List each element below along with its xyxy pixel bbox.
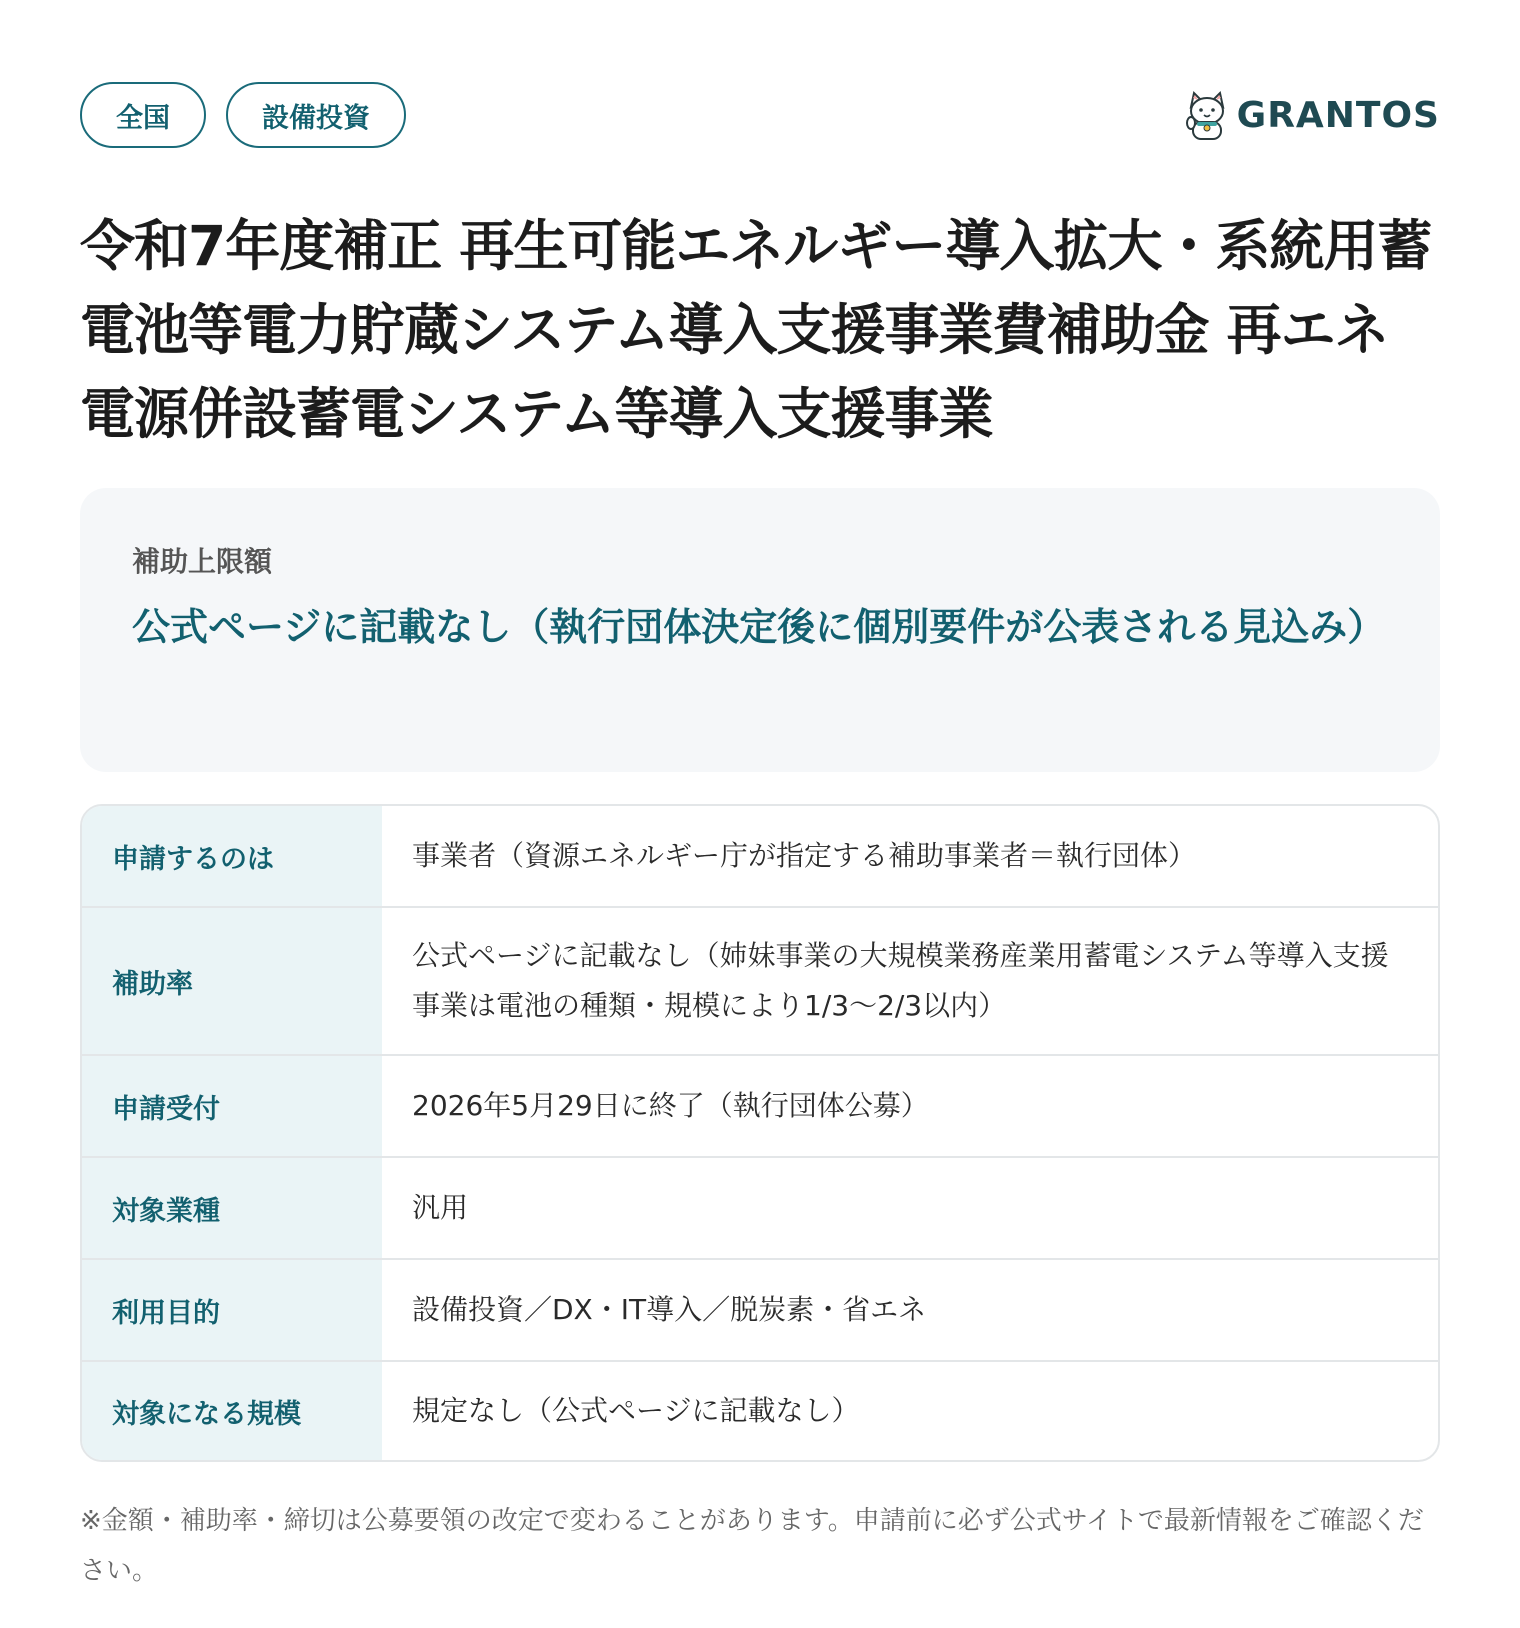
table-row (82, 1156, 1438, 1258)
header (80, 80, 1440, 150)
table-row (82, 1258, 1438, 1360)
logo-text: GRANTOS (1236, 94, 1440, 136)
row-label: 対象業種 (82, 1158, 382, 1258)
logo (1185, 89, 1440, 141)
row-value: 汎用 (412, 1191, 469, 1224)
row-label: 対象になる規模 (82, 1362, 382, 1460)
row-value: 設備投資／DX・IT導入／脱炭素・省エネ (412, 1293, 927, 1326)
table-row (82, 1054, 1438, 1156)
table-row (82, 1360, 1438, 1460)
table-row (82, 906, 1438, 1054)
tag-list (80, 82, 406, 148)
row-value: 規定なし（公式ページに記載なし） (412, 1394, 860, 1427)
max-amount-card (80, 488, 1440, 772)
row-label: 申請受付 (82, 1056, 382, 1156)
tag-region[interactable]: 全国 (80, 82, 206, 148)
info-table (80, 804, 1440, 1462)
page-title: 令和7年度補正 再生可能エネルギー導入拡大・系統用蓄電池等電力貯蔵システム導入支援事業費補助金 再エネ電源併設蓄電システム等導入支援事業 (80, 214, 1432, 446)
disclaimer-note: ※金額・補助率・締切は公募要領の改定で変わることがあります。申請前に必ず公式サイトで最新情報をご確認ください。 (80, 1506, 1424, 1586)
lucky-cat-icon (1185, 89, 1229, 141)
row-value: 公式ページに記載なし（姉妹事業の大規模業務産業用蓄電システム等導入支援事業は電池の種類・規模により1/3〜2/3以内） (412, 939, 1389, 1022)
tag-category[interactable]: 設備投資 (226, 82, 406, 148)
row-value: 2026年5月29日に終了（執行団体公募） (412, 1089, 929, 1122)
max-amount-value: 公式ページに記載なし（執行団体決定後に個別要件が公表される見込み） (132, 605, 1386, 649)
row-label: 申請するのは (82, 806, 382, 906)
max-amount-label: 補助上限額 (132, 545, 273, 578)
row-value: 事業者（資源エネルギー庁が指定する補助事業者＝執行団体） (412, 839, 1197, 872)
table-row (82, 806, 1438, 906)
row-label: 利用目的 (82, 1260, 382, 1360)
row-label: 補助率 (82, 908, 382, 1054)
